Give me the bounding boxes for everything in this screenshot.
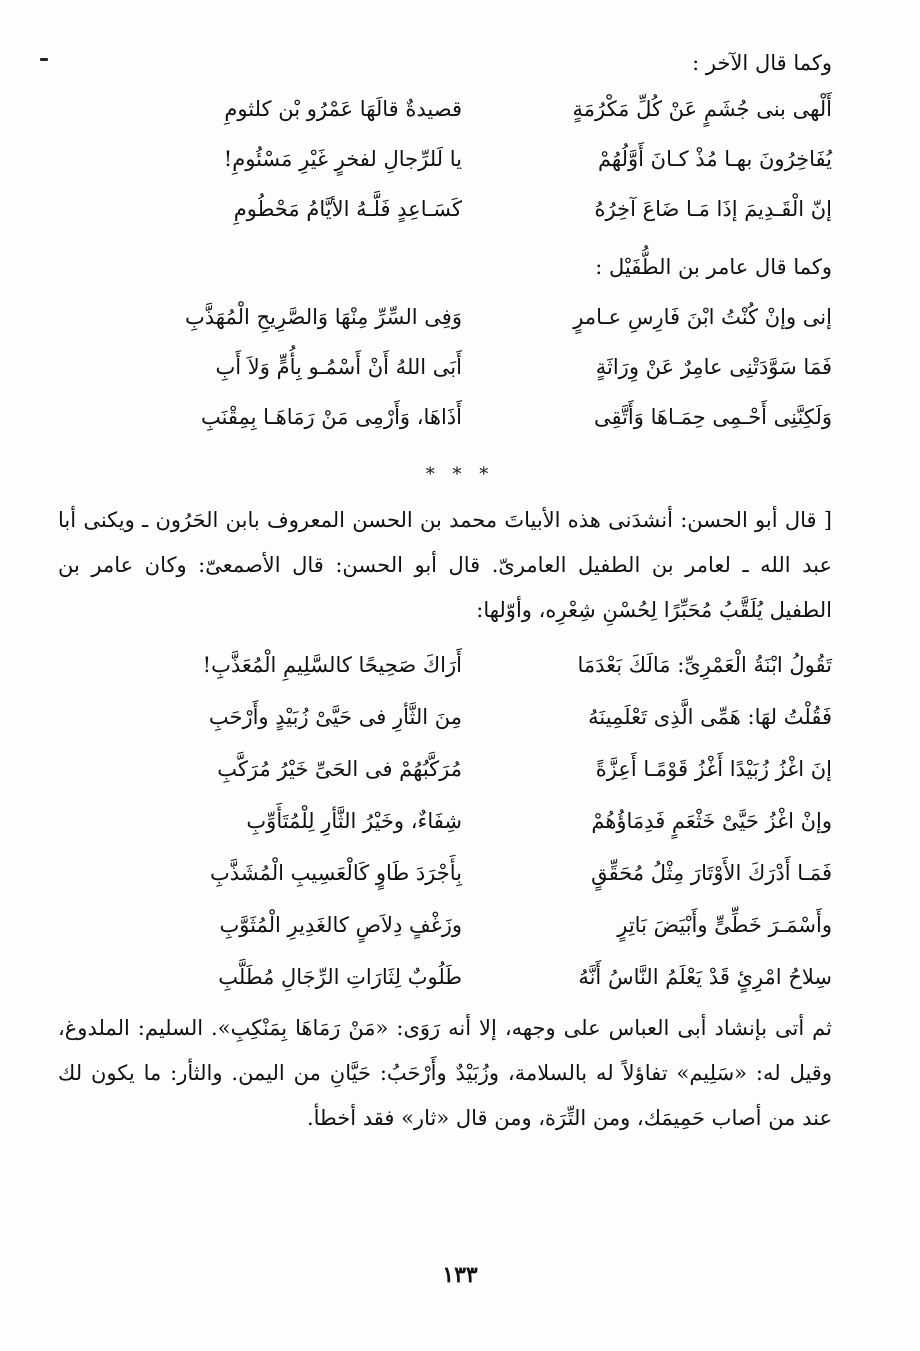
narrative-paragraph: [ قال أبو الحسن: أنشدَنى هذه الأبياتَ محمد بن الحسن المعروف بابن الحَرُون ـ ويكنى أبا عبد الله ـ لعامر بن الطفيل العامرىّ. قال أبو الحسن: قال الأصمعىّ: وكان عامر بن الطفيل يُلَقَّبُ مُحَبِّرًا لِحُسْنِ شِعْرِه، وأوّلها: (58, 508, 832, 622)
verse-first-hemistich: أَلْهى بنى جُشَمٍ عَنْ كُلِّ مَكْرُمَةٍ (572, 97, 832, 121)
verse-first-hemistich: تَقُولُ ابْنَةُ الْعَمْرِىِّ: مَالَكَ بَعْدَمَا (577, 653, 832, 677)
verse-first-hemistich: إنّ الْقَـدِيمَ إذَا مَـا ضَاعَ آخِرُهُ (594, 197, 832, 221)
verse-second-hemistich: شِفَاءٌ، وخَيْرُ الثَّأرِ لِلْمُتَأَوِّبِ (246, 809, 462, 833)
poem-1-verse (132, 92, 832, 138)
poem-1-verse (132, 142, 832, 188)
poem-2-verse (132, 400, 832, 446)
verse-first-hemistich: إنَ اغْزُ زُبَيْدًا أَغْزُ قَوْمًـا أَعِزَّةً (595, 757, 832, 781)
verse-first-hemistich: وَلَكِنَّنِى أَحْـمِى حِمَـاهَا وَأَتَّقِى (593, 405, 832, 429)
page-number: ١٣٣ (442, 1262, 478, 1288)
intro-line-2: وكما قال عامر بن الطُّفَيْل : (595, 255, 832, 279)
verse-second-hemistich: وزَغْفٍ دِلاَصٍ كالغَدِيرِ الْمُثَوَّبِ (219, 913, 462, 937)
poem-3-verse (132, 960, 832, 1006)
verse-first-hemistich: يُفَاخِرُونَ بهـا مُذْ كـانَ أَوَّلُهُمْ (597, 147, 832, 171)
verse-first-hemistich: وأَسْمَـرَ خَطِّىٍّ وأَبْيَضَ بَاتِرٍ (617, 913, 832, 937)
verse-second-hemistich: يا لَلرِّجالِ لفخرٍ غَيْرِ مَسْئُومِ! (223, 147, 462, 171)
verse-second-hemistich: بِأَجْرَدَ طَاوٍ كَالْعَسِيبِ الْمُشَذَّبِ (210, 861, 462, 885)
verse-second-hemistich: وَفِى السِّرِّ مِنْهَا وَالصَّرِيحِ الْمُهَذَّبِ (184, 305, 462, 329)
verse-second-hemistich: أَذَاهَا، وَأَرْمِى مَنْ رَمَاهَـا بِمِقْنَبِ (200, 405, 462, 429)
verse-first-hemistich: فَمَـا أَدْرَكَ الأَوْتَارَ مِثْلُ مُحَقِّقٍ (591, 861, 832, 885)
poem-3-verse (132, 856, 832, 902)
poem-2-verse (132, 300, 832, 346)
verse-first-hemistich: إنى وإنْ كُنْتُ ابْنَ فَارِسِ عـامرٍ (573, 305, 832, 329)
margin-mark (40, 58, 48, 61)
poem-3-verse (132, 648, 832, 694)
commentary-paragraph: ثم أتى بإنشاد أبى العباس على وجهه، إلا أنه رَوَى: «مَنْ رَمَاهَا بِمَنْكِبِ». السليم: الملدوغ، وقيل له: «سَلِيم» تفاؤلاً له بالسلامة، وزُبَيْدٌ وأَرْحَبُ: حَيَّانِ من اليمن. والثأر: ما يكون لك عند من أصاب حَمِيمَك، ومن التِّرَة، ومن قال «ثار» فقد أخطأ. (58, 1016, 832, 1130)
verse-first-hemistich: سِلاحُ امْرِئٍ قَدْ يَعْلَمُ النَّاسُ أَنَّهُ (578, 965, 832, 989)
verse-first-hemistich: فَمَا سَوَّدَتْنِى عامِرٌ عَنْ وِرَاثَةٍ (595, 355, 832, 379)
verse-second-hemistich: طَلُوبٌ لِثَارَاتِ الرِّجَالِ مُطَلَّبِ (218, 965, 462, 989)
verse-second-hemistich: أَرَاكَ صَحِيحًا كالسَّلِيمِ الْمُعَذَّبِ! (202, 653, 462, 677)
poem-3-verse (132, 804, 832, 850)
verse-second-hemistich: مِنَ الثَّأرِ فى حَيَّىْ زُبَيْدٍ وأَرْحَبِ (208, 705, 462, 729)
verse-first-hemistich: وإنْ اغْزُ حَيَّىْ خَثْعَمٍ فَدِمَاؤُهُمْ (591, 809, 832, 833)
poem-1-verse (132, 192, 832, 238)
verse-second-hemistich: كَسَـاعِدٍ فَلَّـهُ الأيَّامُ مَحْطُومِ (233, 197, 462, 221)
poem-3-verse (132, 700, 832, 746)
verse-first-hemistich: فَقُلْتُ لهَا: هَمِّى الَّذِى تَعْلَمِينَهُ (588, 705, 832, 729)
poem-2-verse (132, 350, 832, 396)
verse-second-hemistich: أَبَى اللهُ أَنْ أَسْمُـو بِأُمٍّ وَلاَ أَبِ (215, 355, 462, 379)
poem-3-verse (132, 908, 832, 954)
section-separator: * * * (425, 464, 495, 485)
poem-3-verse (132, 752, 832, 798)
verse-second-hemistich: مُرَكَّبُهُمْ فى الحَىِّ خَيْرُ مُرَكَّبِ (217, 757, 462, 781)
intro-line-1: وكما قال الآخر : (692, 51, 832, 75)
verse-second-hemistich: قصيدةٌ قالَهَا عَمْرُو بْن كلثومِ (224, 97, 462, 121)
